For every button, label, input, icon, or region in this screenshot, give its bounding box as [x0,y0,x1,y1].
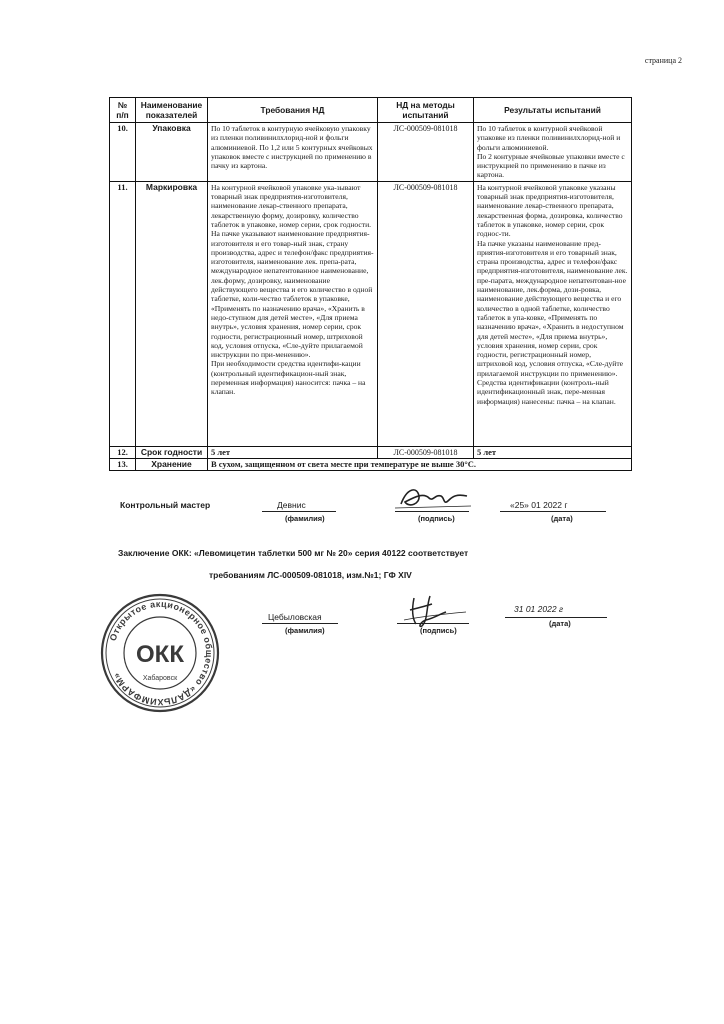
row-requirements: 5 лет [208,446,378,458]
row-method: ЛС-000509-081018 [378,446,474,458]
row-merged-value: В сухом, защищенном от света месте при температуре не выше 30°С. [208,459,632,471]
row-result: На контурной ячейковой упаковке указаны товарный знак предприятия-изготовителя, наименование лекар-ственного препарата, лекарственная форма, дозировка, количество таблеток в упаковке, номер серии, срок годнос-ти. На пачке указаны наименование пред-приятия-изготовителя и его товарный знак, страна производства, адрес и телефон/факс предприятия-изготовителя, наименование лек. пре-парата, международное непатентован-ное наименование, лек.форма, дози-ровка, наименование действующего вещества и его количество в одной таблетке, количество таблеток в упа-ковке, «Применять по назначению врача», «Хранить в недоступном для детей месте», «Для приема внутрь», условия хранения, номер серии, срок годности, регистрационный номер, штриховой код, условия отпуска, «Сле-дуйте прилагаемой инструкции по применению». Средства идентификации (контроль-ный идентификационный знак, пере-менная информация) нанесены: пачка – на клапан. [474,181,632,446]
surname-caption: (фамилия) [285,514,325,523]
stamp-city: Хабаровск [142,675,178,682]
header-results: Результаты испытаний [474,98,632,123]
row-requirements: На контурной ячейковой упаковке ука-зывают товарный знак предприятия-изготовителя, наименование лекар-ственного препарата, лекарственную форму, дозировку, количество таблеток в упаковке, номер серии, срок годности. На пачке указывают наименование предприятия-изготовителя и его товар-ный знак, страну производства, адрес и телефон/факс предприятия-изготовителя, наименование лек. препа-рата, международное непатентованное наименование, лек.форму, дозировку, наименование действующего вещества и его количество в одной таблетке, коли-чество таблеток в упаковке, «Применять по назначению врача», «Хранить в недо-ступном для детей месте», «Для приема внутрь», условия хранения, номер серии, срок годности, регистрационный номер, штриховой код, условия отпуска, «Сле-дуйте прилагаемой инструкции по при-менению». При необходимости средства идентифи-кации (контрольный идентификацион-ный знак, переменная информация) наносится: пачка – на клапан. [208,181,378,446]
row-result: По 10 таблеток в контурной ячейковой упаковке из пленки поливинилхлорид-ной и фольги алюминиевой. По 2 контурные ячейковые упаковки вместе с инструкцией по применению в пачке из картона. [474,123,632,182]
row-name: Упаковка [136,123,208,182]
table-row [110,459,632,471]
surname-caption: (фамилия) [285,626,325,635]
stamp-ring-text: Открытое акционерное общество «ДАЛЬХИМФАРМ» [107,598,215,708]
row-result: 5 лет [474,446,632,458]
date-caption: (дата) [551,514,573,523]
conclusion-line-1: Заключение ОКК: «Левомицетин таблетки 500 мг № 20» серия 40122 соответствует [118,548,469,558]
row-requirements: По 10 таблеток в контурную ячейковую упаковку из пленки поливинилхлорид-ной и фольги алюминиевой. По 1,2 или 5 контурных ячейковых упаковок вместе с инструкцией по применению в пачку из картона. [208,123,378,182]
row-num: 12. [110,446,136,458]
control-date: «25» 01 2022 г [510,500,568,510]
test-results-table [109,97,632,471]
signature-caption: (подпись) [420,626,457,635]
header-method: НД на методы испытаний [378,98,474,123]
row-method: ЛС-000509-081018 [378,181,474,446]
header-requirements: Требования НД [208,98,378,123]
row-name: Хранение [136,459,208,471]
conclusion-line-2: требованиям ЛС-000509-081018, изм.№1; ГФ XIV [209,570,412,580]
row-name: Срок годности [136,446,208,458]
signature-control-master [393,482,473,514]
control-master-label: Контрольный мастер [120,500,211,510]
row-num: 13. [110,459,136,471]
okk-stamp [99,592,221,714]
table-row [110,181,632,446]
row-num: 11. [110,181,136,446]
row-num: 10. [110,123,136,182]
signature-caption: (подпись) [418,514,455,523]
control-master-surname: Девнис [277,500,306,510]
date-caption: (дата) [549,619,571,628]
row-name: Маркировка [136,181,208,446]
table-header-row [110,98,632,123]
page-number: страница 2 [644,56,682,65]
stamp-center-text: ОКК [136,641,184,668]
okk-surname: Цебыловская [268,612,322,622]
signature-okk [400,592,470,630]
header-num: № п/п [110,98,136,123]
okk-date: 31 01 2022 г [514,604,564,614]
row-method: ЛС-000509-081018 [378,123,474,182]
table-row [110,123,632,182]
table-row [110,446,632,458]
header-name: Наименование показателей [136,98,208,123]
